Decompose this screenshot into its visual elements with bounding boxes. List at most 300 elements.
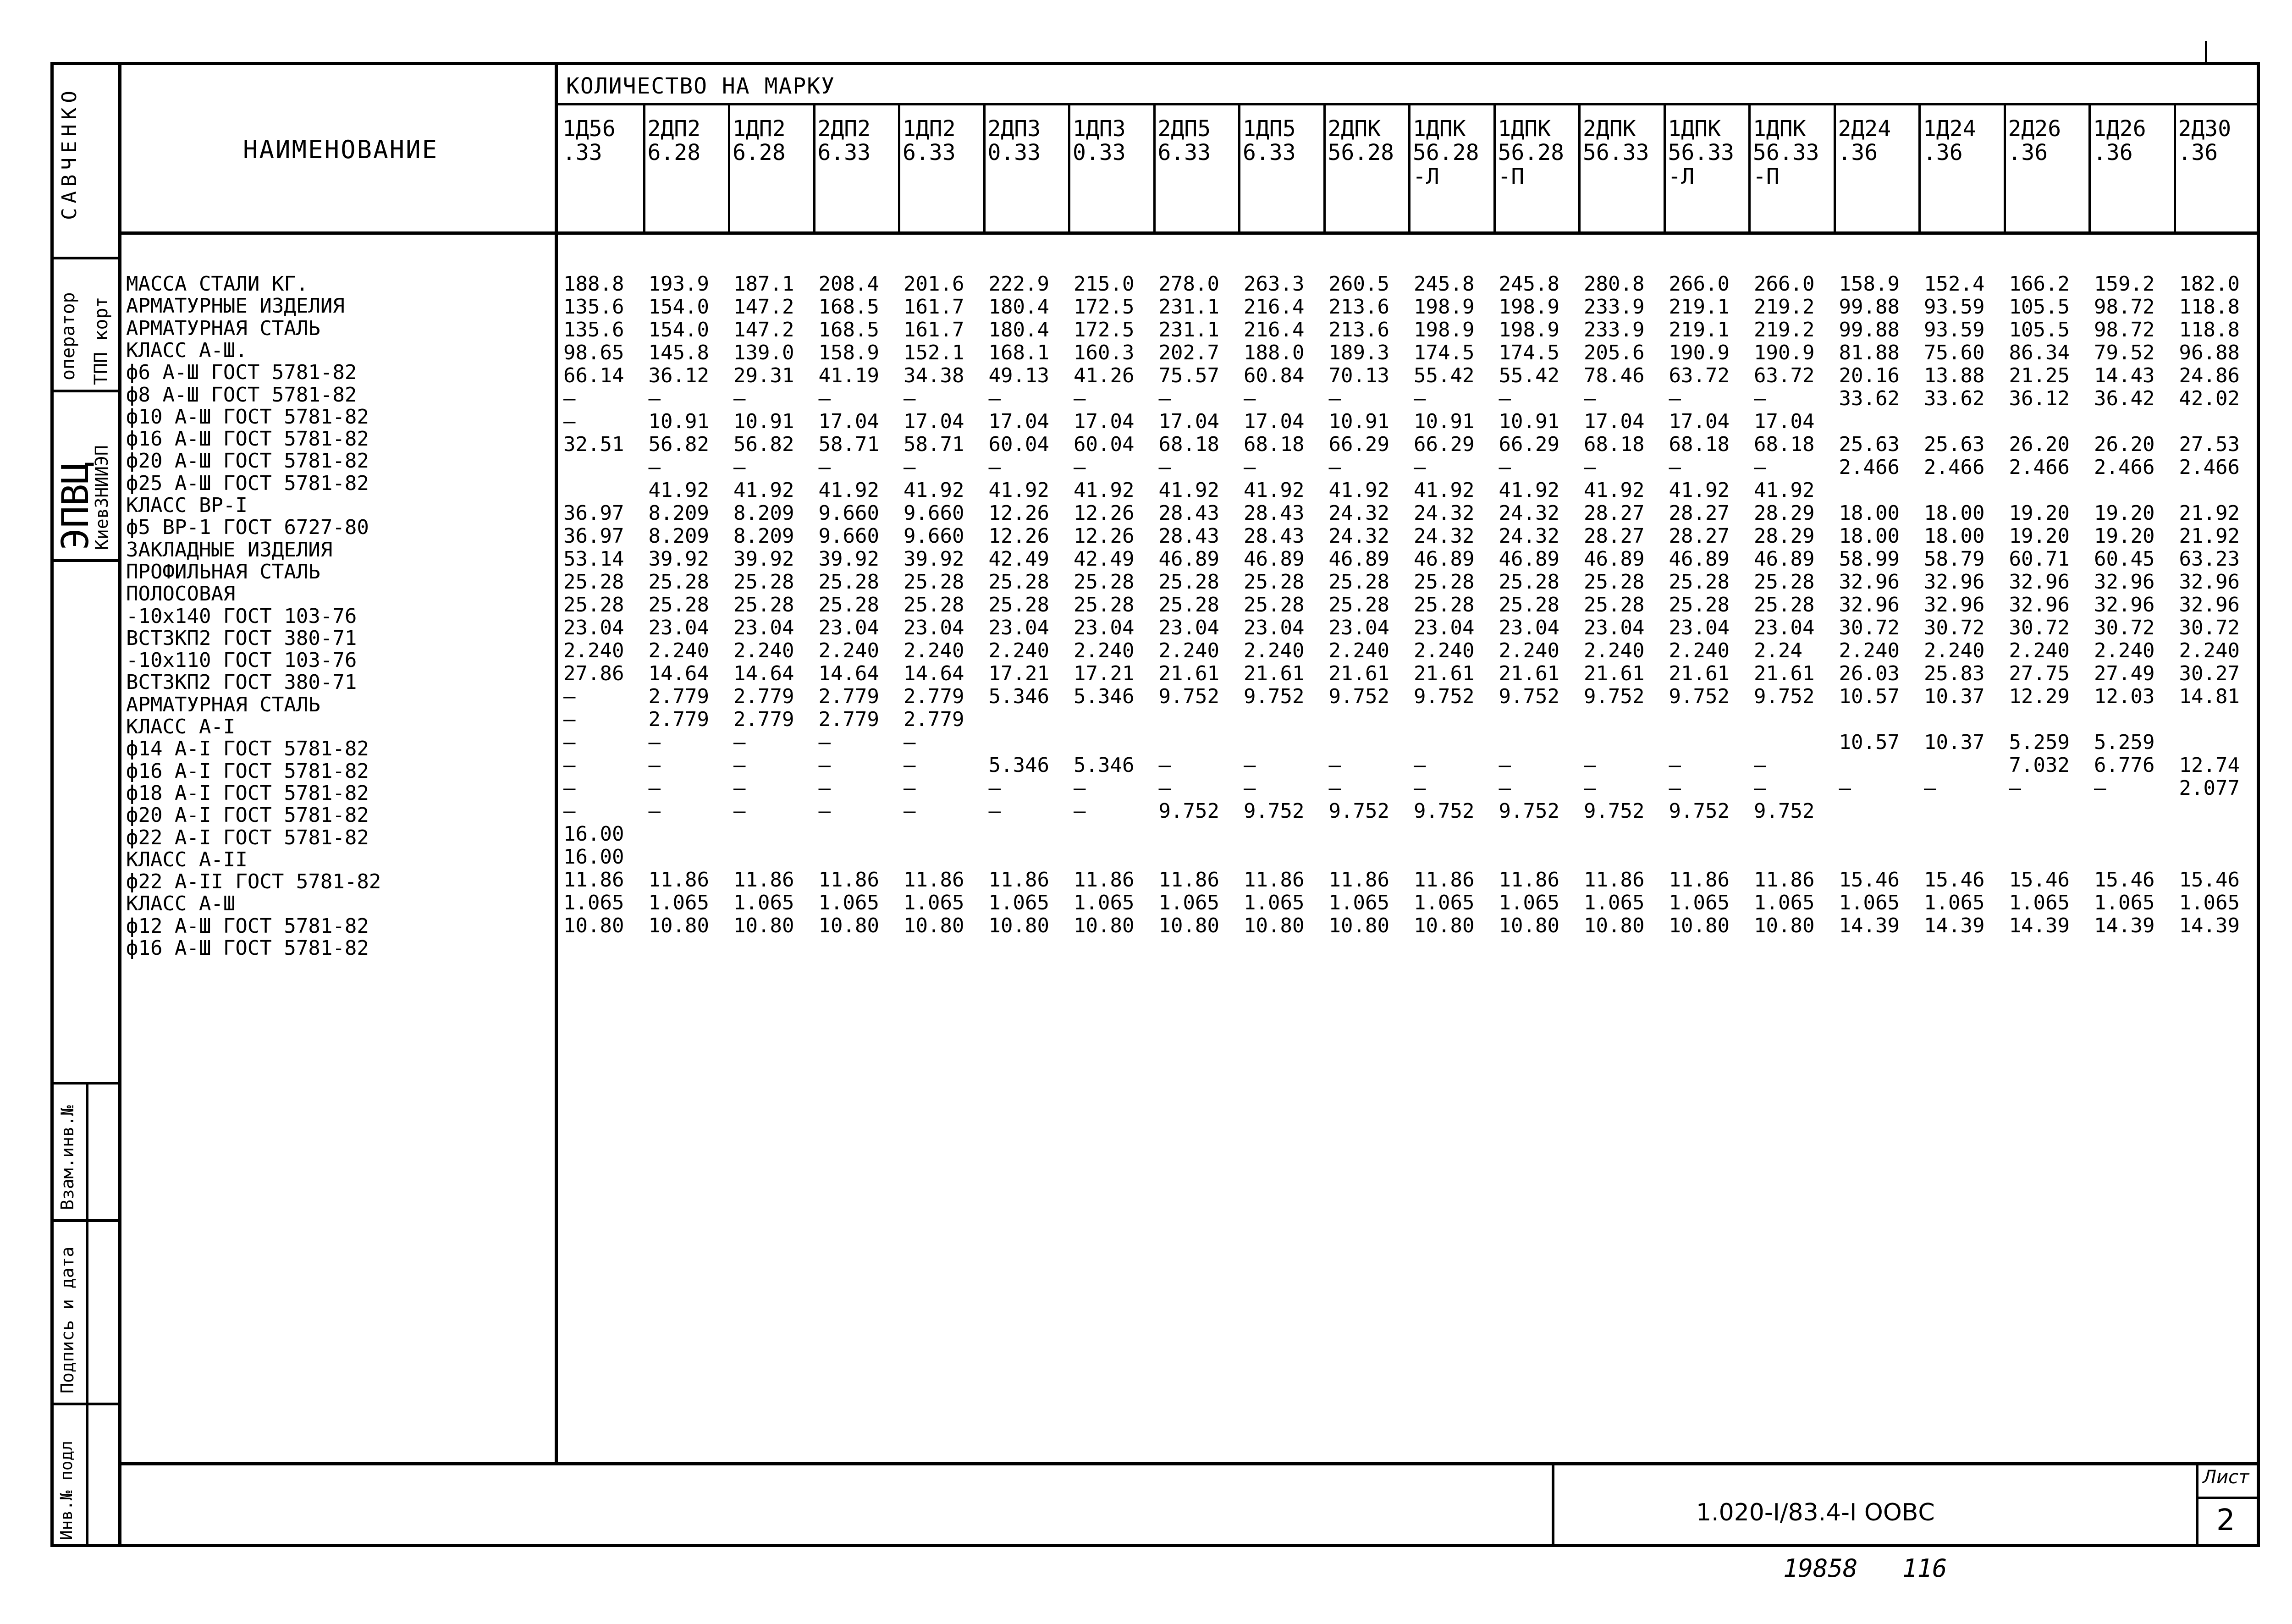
org-name: КиевЗНИИЭП <box>92 445 112 550</box>
table-cell: 2.240 <box>1328 639 1389 662</box>
table-cell: 53.14 <box>563 547 624 571</box>
table-cell: 28.29 <box>1754 524 1815 548</box>
table-cell: 14.43 <box>2094 364 2155 387</box>
table-cell: 16.00 <box>563 845 624 869</box>
table-cell: 42.02 <box>2179 387 2240 410</box>
table-cell: 2.240 <box>2094 639 2155 662</box>
table-cell: 15.46 <box>1924 868 1985 892</box>
table-cell: 41.92 <box>1754 479 1815 502</box>
table-cell: 41.92 <box>733 479 794 502</box>
row-label: ПОЛОСОВАЯ <box>126 582 236 606</box>
table-cell: — <box>1669 387 1681 410</box>
table-cell: 99.88 <box>1839 295 1900 319</box>
table-cell: 81.88 <box>1839 341 1900 364</box>
table-cell: 17.04 <box>1158 410 1219 433</box>
table-cell: 63.72 <box>1754 364 1815 387</box>
table-cell: — <box>1158 456 1171 479</box>
table-cell: 15.46 <box>2179 868 2240 892</box>
table-cell: 1.065 <box>1754 891 1815 914</box>
table-cell: 14.39 <box>1839 914 1900 937</box>
table-cell: — <box>1414 456 1426 479</box>
table-cell: 166.2 <box>2009 272 2070 296</box>
table-cell: 25.28 <box>1414 593 1475 617</box>
table-cell: 10.80 <box>1754 914 1815 937</box>
table-cell: 11.86 <box>1244 868 1305 892</box>
table-cell: 1.065 <box>648 891 709 914</box>
table-cell: 9.752 <box>1414 799 1475 823</box>
table-cell: 25.83 <box>1924 662 1985 685</box>
table-cell: 7.032 <box>2009 754 2070 777</box>
table-cell: 30.72 <box>1924 616 1985 639</box>
table-cell: 41.92 <box>988 479 1049 502</box>
table-cell: 24.32 <box>1414 501 1475 525</box>
table-cell: — <box>563 776 576 800</box>
vzam-inv-label: Взам.инв.№ <box>57 1105 77 1210</box>
row-label: ф8 А-Ш ГОСТ 5781-82 <box>126 383 357 407</box>
table-cell: 2.240 <box>2179 639 2240 662</box>
table-cell: 10.80 <box>1499 914 1559 937</box>
table-cell: 25.28 <box>988 593 1049 617</box>
table-cell: 208.4 <box>818 272 879 296</box>
table-cell: 9.752 <box>1584 685 1645 708</box>
table-cell: 168.5 <box>818 295 879 319</box>
column-header: 2ДП2 6.33 <box>817 116 871 165</box>
table-cell: 11.86 <box>648 868 709 892</box>
table-cell: 46.89 <box>1328 547 1389 571</box>
table-cell: 10.80 <box>1244 914 1305 937</box>
operator-label: оператор <box>58 292 79 380</box>
table-cell: 2.240 <box>1669 639 1730 662</box>
table-cell: — <box>1074 776 1086 800</box>
table-cell: 36.12 <box>2009 387 2070 410</box>
table-cell: 32.96 <box>1839 593 1900 617</box>
table-cell: 219.1 <box>1669 295 1730 319</box>
table-cell: 66.29 <box>1499 433 1559 456</box>
table-cell: 118.8 <box>2179 295 2240 319</box>
table-cell: 172.5 <box>1074 318 1135 341</box>
row-label: ЗАКЛАДНЫЕ ИЗДЕЛИЯ <box>126 538 333 562</box>
table-cell: 1.065 <box>563 891 624 914</box>
table-cell: 75.60 <box>1924 341 1985 364</box>
table-cell: 233.9 <box>1584 318 1645 341</box>
table-cell: 49.13 <box>988 364 1049 387</box>
side-sep-1 <box>50 257 121 259</box>
table-cell: 56.82 <box>648 433 709 456</box>
table-cell: 9.752 <box>1669 799 1730 823</box>
table-cell: 9.660 <box>904 524 964 548</box>
table-cell: 23.04 <box>1669 616 1730 639</box>
table-cell: 2.779 <box>818 708 879 731</box>
row-label: ф10 А-Ш ГОСТ 5781-82 <box>126 405 369 429</box>
table-cell: 21.61 <box>1754 662 1815 685</box>
table-cell: 23.04 <box>818 616 879 639</box>
table-cell: 147.2 <box>733 295 794 319</box>
row-label: АРМАТУРНЫЕ ИЗДЕЛИЯ <box>126 294 345 318</box>
table-cell: 79.52 <box>2094 341 2155 364</box>
table-cell: 10.80 <box>563 914 624 937</box>
document-code: 1.020-I/83.4-I ООВС <box>1696 1499 1935 1526</box>
table-cell: 12.26 <box>988 524 1049 548</box>
table-cell: 2.240 <box>563 639 624 662</box>
table-cell: 28.43 <box>1244 524 1305 548</box>
table-cell: 10.91 <box>1499 410 1559 433</box>
table-cell: 8.209 <box>648 501 709 525</box>
table-cell: 17.04 <box>1669 410 1730 433</box>
table-cell: 2.240 <box>1584 639 1645 662</box>
table-cell: 10.80 <box>1669 914 1730 937</box>
table-cell: 41.92 <box>1244 479 1305 502</box>
table-cell: 24.32 <box>1499 524 1559 548</box>
table-cell: — <box>988 387 1001 410</box>
table-cell: 21.61 <box>1244 662 1305 685</box>
table-cell: 23.04 <box>1499 616 1559 639</box>
side-border-left <box>50 62 54 1547</box>
table-cell: 25.28 <box>1158 593 1219 617</box>
table-cell: 10.80 <box>988 914 1049 937</box>
table-cell: 14.64 <box>648 662 709 685</box>
table-cell: 42.49 <box>1074 547 1135 571</box>
table-cell: 21.61 <box>1499 662 1559 685</box>
table-cell: 25.28 <box>1584 593 1645 617</box>
table-cell: 10.80 <box>1414 914 1475 937</box>
table-cell: 154.0 <box>648 318 709 341</box>
table-cell: — <box>2009 776 2021 800</box>
table-cell: 28.27 <box>1584 524 1645 548</box>
table-cell: 99.88 <box>1839 318 1900 341</box>
table-cell: 213.6 <box>1328 295 1389 319</box>
table-cell: — <box>1499 776 1511 800</box>
table-cell: 23.04 <box>1414 616 1475 639</box>
row-label: КЛАСС А-Ш. <box>126 338 248 362</box>
table-cell: — <box>818 387 831 410</box>
table-cell: 198.9 <box>1499 318 1559 341</box>
table-cell: 9.752 <box>1414 685 1475 708</box>
table-cell: 25.63 <box>1839 433 1900 456</box>
table-cell: 21.61 <box>1584 662 1645 685</box>
table-cell: 154.0 <box>648 295 709 319</box>
table-cell: — <box>563 799 576 823</box>
table-cell: 198.9 <box>1414 295 1475 319</box>
table-cell: — <box>818 776 831 800</box>
table-cell: 24.86 <box>2179 364 2240 387</box>
row-label: ф18 А-I ГОСТ 5781-82 <box>126 781 369 805</box>
table-cell: 1.065 <box>904 891 964 914</box>
table-cell: 2.240 <box>1244 639 1305 662</box>
sheet-label: Лист <box>2203 1467 2249 1488</box>
table-cell: 147.2 <box>733 318 794 341</box>
table-cell: — <box>733 799 746 823</box>
column-header: 1ДП2 6.33 <box>903 116 956 165</box>
table-cell: — <box>1669 776 1681 800</box>
table-cell: 25.28 <box>733 570 794 594</box>
table-cell: — <box>1584 387 1596 410</box>
table-cell: 68.18 <box>1584 433 1645 456</box>
table-cell: 158.9 <box>818 341 879 364</box>
table-cell: 63.23 <box>2179 547 2240 571</box>
table-cell: 219.2 <box>1754 295 1815 319</box>
table-cell: 15.46 <box>1839 868 1900 892</box>
table-cell: 28.43 <box>1244 501 1305 525</box>
table-cell: 60.04 <box>1074 433 1135 456</box>
table-cell: 19.20 <box>2009 501 2070 525</box>
name-column-header: НАИМЕНОВАНИЕ <box>243 135 439 164</box>
table-cell: 2.466 <box>2009 456 2070 479</box>
table-cell: 1.065 <box>1328 891 1389 914</box>
table-cell: — <box>1244 776 1256 800</box>
table-cell: 161.7 <box>904 295 964 319</box>
table-cell: 2.077 <box>2179 776 2240 800</box>
table-cell: 25.28 <box>1669 570 1730 594</box>
sign-date-label: Подпись и дата <box>57 1246 77 1393</box>
table-cell: 8.209 <box>648 524 709 548</box>
table-cell: 10.80 <box>733 914 794 937</box>
table-cell: 9.752 <box>1754 685 1815 708</box>
table-cell: 10.80 <box>1328 914 1389 937</box>
table-cell: 10.57 <box>1839 731 1900 754</box>
column-header: 1Д26 .36 <box>2093 116 2146 165</box>
table-cell: 6.776 <box>2094 754 2155 777</box>
table-cell: 68.18 <box>1669 433 1730 456</box>
table-cell: 5.259 <box>2094 731 2155 754</box>
table-cell: 2.240 <box>733 639 794 662</box>
table-cell: — <box>1414 776 1426 800</box>
table-cell: 11.86 <box>733 868 794 892</box>
row-label: -10х140 ГОСТ 103-76 <box>126 604 357 628</box>
table-cell: — <box>904 731 916 754</box>
table-cell: 25.28 <box>1328 593 1389 617</box>
row-label: ф16 А-I ГОСТ 5781-82 <box>126 759 369 783</box>
table-cell: 25.28 <box>1158 570 1219 594</box>
table-cell: 1.065 <box>2009 891 2070 914</box>
table-cell: 42.49 <box>988 547 1049 571</box>
table-cell: 1.065 <box>1499 891 1559 914</box>
table-cell: 33.62 <box>1924 387 1985 410</box>
table-cell: 93.59 <box>1924 295 1985 319</box>
table-cell: 201.6 <box>904 272 964 296</box>
table-cell: 27.86 <box>563 662 624 685</box>
inv-podl-label: Инв.№ подл <box>57 1441 76 1540</box>
table-cell: 34.38 <box>904 364 964 387</box>
table-cell: 58.71 <box>904 433 964 456</box>
table-cell: — <box>1669 754 1681 777</box>
table-cell: 28.29 <box>1754 501 1815 525</box>
table-cell: 28.27 <box>1669 524 1730 548</box>
table-cell: 26.20 <box>2009 433 2070 456</box>
table-cell: 21.25 <box>2009 364 2070 387</box>
table-cell: 5.259 <box>2009 731 2070 754</box>
table-cell: 1.065 <box>1074 891 1135 914</box>
table-cell: — <box>733 456 746 479</box>
table-cell: — <box>818 456 831 479</box>
row-label: ф16 А-Ш ГОСТ 5781-82 <box>126 427 369 451</box>
table-cell: 23.04 <box>1328 616 1389 639</box>
row-label: ПРОФИЛЬНАЯ СТАЛЬ <box>126 560 320 584</box>
table-cell: 23.04 <box>648 616 709 639</box>
table-cell: 9.752 <box>1499 685 1559 708</box>
table-cell: 182.0 <box>2179 272 2240 296</box>
table-cell: 10.57 <box>1839 685 1900 708</box>
table-cell: 23.04 <box>563 616 624 639</box>
table-cell: — <box>648 799 661 823</box>
corner-tick <box>2205 41 2207 62</box>
table-cell: 198.9 <box>1414 318 1475 341</box>
column-header: 1ДПК 56.33 -П <box>1753 116 1819 189</box>
table-cell: 17.21 <box>988 662 1049 685</box>
table-cell: 9.752 <box>1499 799 1559 823</box>
table-cell: 135.6 <box>563 295 624 319</box>
table-cell: — <box>904 754 916 777</box>
table-cell: 263.3 <box>1244 272 1305 296</box>
table-cell: 30.72 <box>1839 616 1900 639</box>
table-cell: 2.466 <box>1839 456 1900 479</box>
table-cell: 32.96 <box>1924 593 1985 617</box>
table-cell: 46.89 <box>1584 547 1645 571</box>
table-cell: 21.92 <box>2179 524 2240 548</box>
table-cell: 18.00 <box>1924 524 1985 548</box>
table-cell: 168.1 <box>988 341 1049 364</box>
table-cell: 1.065 <box>1158 891 1219 914</box>
table-cell: 32.96 <box>2009 570 2070 594</box>
table-cell: 1.065 <box>988 891 1049 914</box>
table-cell: 1.065 <box>2094 891 2155 914</box>
table-cell: — <box>2094 776 2106 800</box>
table-cell: 10.80 <box>818 914 879 937</box>
table-cell: 158.9 <box>1839 272 1900 296</box>
table-cell: 23.04 <box>1074 616 1135 639</box>
table-cell: 12.03 <box>2094 685 2155 708</box>
table-cell: 58.79 <box>1924 547 1985 571</box>
table-cell: — <box>818 754 831 777</box>
table-cell: 32.96 <box>1924 570 1985 594</box>
table-cell: 152.1 <box>904 341 964 364</box>
table-cell: 160.3 <box>1074 341 1135 364</box>
table-cell: 25.28 <box>904 593 964 617</box>
table-cell: 118.8 <box>2179 318 2240 341</box>
table-cell: 231.1 <box>1158 318 1219 341</box>
author-name: САВЧЕНКО <box>58 86 81 220</box>
footer-sheet-divider <box>2196 1462 2198 1547</box>
table-cell: 9.752 <box>1244 799 1305 823</box>
table-cell: 2.240 <box>988 639 1049 662</box>
side-border-top <box>50 62 121 65</box>
table-cell: 1.065 <box>1669 891 1730 914</box>
table-cell: — <box>563 410 576 433</box>
table-cell: 23.04 <box>1158 616 1219 639</box>
table-cell: 25.28 <box>1328 570 1389 594</box>
table-cell: 5.346 <box>988 685 1049 708</box>
table-cell: 25.28 <box>1754 593 1815 617</box>
table-cell: 188.8 <box>563 272 624 296</box>
table-cell: 10.91 <box>648 410 709 433</box>
table-cell: 58.99 <box>1839 547 1900 571</box>
row-label: ф22 А-I ГОСТ 5781-82 <box>126 826 369 849</box>
table-cell: 30.72 <box>2094 616 2155 639</box>
table-cell: 174.5 <box>1499 341 1559 364</box>
row-label: КЛАСС А-II <box>126 848 248 871</box>
table-cell: 180.4 <box>988 295 1049 319</box>
table-cell: 36.97 <box>563 524 624 548</box>
table-cell: — <box>1074 799 1086 823</box>
row-label: КЛАСС А-Ш <box>126 892 236 916</box>
table-cell: 8.209 <box>733 524 794 548</box>
table-cell: 98.72 <box>2094 318 2155 341</box>
table-cell: — <box>563 754 576 777</box>
table-cell: 10.91 <box>1414 410 1475 433</box>
table-cell: 245.8 <box>1414 272 1475 296</box>
table-cell: 98.65 <box>563 341 624 364</box>
table-cell: 13.88 <box>1924 364 1985 387</box>
table-cell: 58.71 <box>818 433 879 456</box>
table-cell: 1.065 <box>1924 891 1985 914</box>
table-cell: 2.240 <box>818 639 879 662</box>
table-cell: 17.04 <box>904 410 964 433</box>
table-cell: 1.065 <box>818 891 879 914</box>
table-cell: 24.32 <box>1328 501 1389 525</box>
table-cell: 245.8 <box>1499 272 1559 296</box>
table-cell: 193.9 <box>648 272 709 296</box>
table-cell: — <box>988 456 1001 479</box>
table-cell: — <box>1584 754 1596 777</box>
column-header: 1ДП5 6.33 <box>1243 116 1296 165</box>
table-cell: — <box>563 708 576 731</box>
table-cell: 10.80 <box>648 914 709 937</box>
table-cell: 25.28 <box>1244 570 1305 594</box>
row-label: ф16 А-Ш ГОСТ 5781-82 <box>126 936 369 960</box>
table-cell: 28.43 <box>1158 501 1219 525</box>
table-cell: 25.63 <box>1924 433 1985 456</box>
table-cell: 25.28 <box>1754 570 1815 594</box>
table-cell: 19.20 <box>2094 524 2155 548</box>
table-cell: 21.61 <box>1669 662 1730 685</box>
table-cell: 10.80 <box>1158 914 1219 937</box>
row-label: ф14 А-I ГОСТ 5781-82 <box>126 737 369 761</box>
table-cell: 14.39 <box>2009 914 2070 937</box>
table-cell: — <box>563 685 576 708</box>
table-cell: 10.37 <box>1924 731 1985 754</box>
table-cell: 152.4 <box>1924 272 1985 296</box>
table-cell: 41.92 <box>648 479 709 502</box>
table-cell: 39.92 <box>648 547 709 571</box>
table-cell: 41.92 <box>1669 479 1730 502</box>
table-cell: 93.59 <box>1924 318 1985 341</box>
table-cell: 189.3 <box>1328 341 1389 364</box>
table-cell: 14.39 <box>2179 914 2240 937</box>
table-cell: 17.21 <box>1074 662 1135 685</box>
table-cell: 25.28 <box>1414 570 1475 594</box>
table-cell: 10.91 <box>733 410 794 433</box>
column-header: 1ДП2 6.28 <box>733 116 786 165</box>
table-cell: 11.86 <box>1499 868 1559 892</box>
table-cell: 2.779 <box>648 685 709 708</box>
table-cell: 2.240 <box>1414 639 1475 662</box>
table-cell: 25.28 <box>733 593 794 617</box>
table-cell: 46.89 <box>1414 547 1475 571</box>
table-cell: 145.8 <box>648 341 709 364</box>
table-cell: 9.752 <box>1584 799 1645 823</box>
table-cell: — <box>1499 387 1511 410</box>
table-cell: 25.28 <box>563 593 624 617</box>
table-cell: — <box>1158 387 1171 410</box>
table-cell: 14.64 <box>818 662 879 685</box>
table-cell: — <box>733 776 746 800</box>
table-cell: 25.28 <box>1499 570 1559 594</box>
table-cell: 68.18 <box>1244 433 1305 456</box>
table-cell: — <box>1328 754 1341 777</box>
table-cell: 105.5 <box>2009 318 2070 341</box>
column-header: 2ДП2 6.28 <box>647 116 701 165</box>
table-cell: 2.466 <box>2179 456 2240 479</box>
table-cell: — <box>1244 754 1256 777</box>
